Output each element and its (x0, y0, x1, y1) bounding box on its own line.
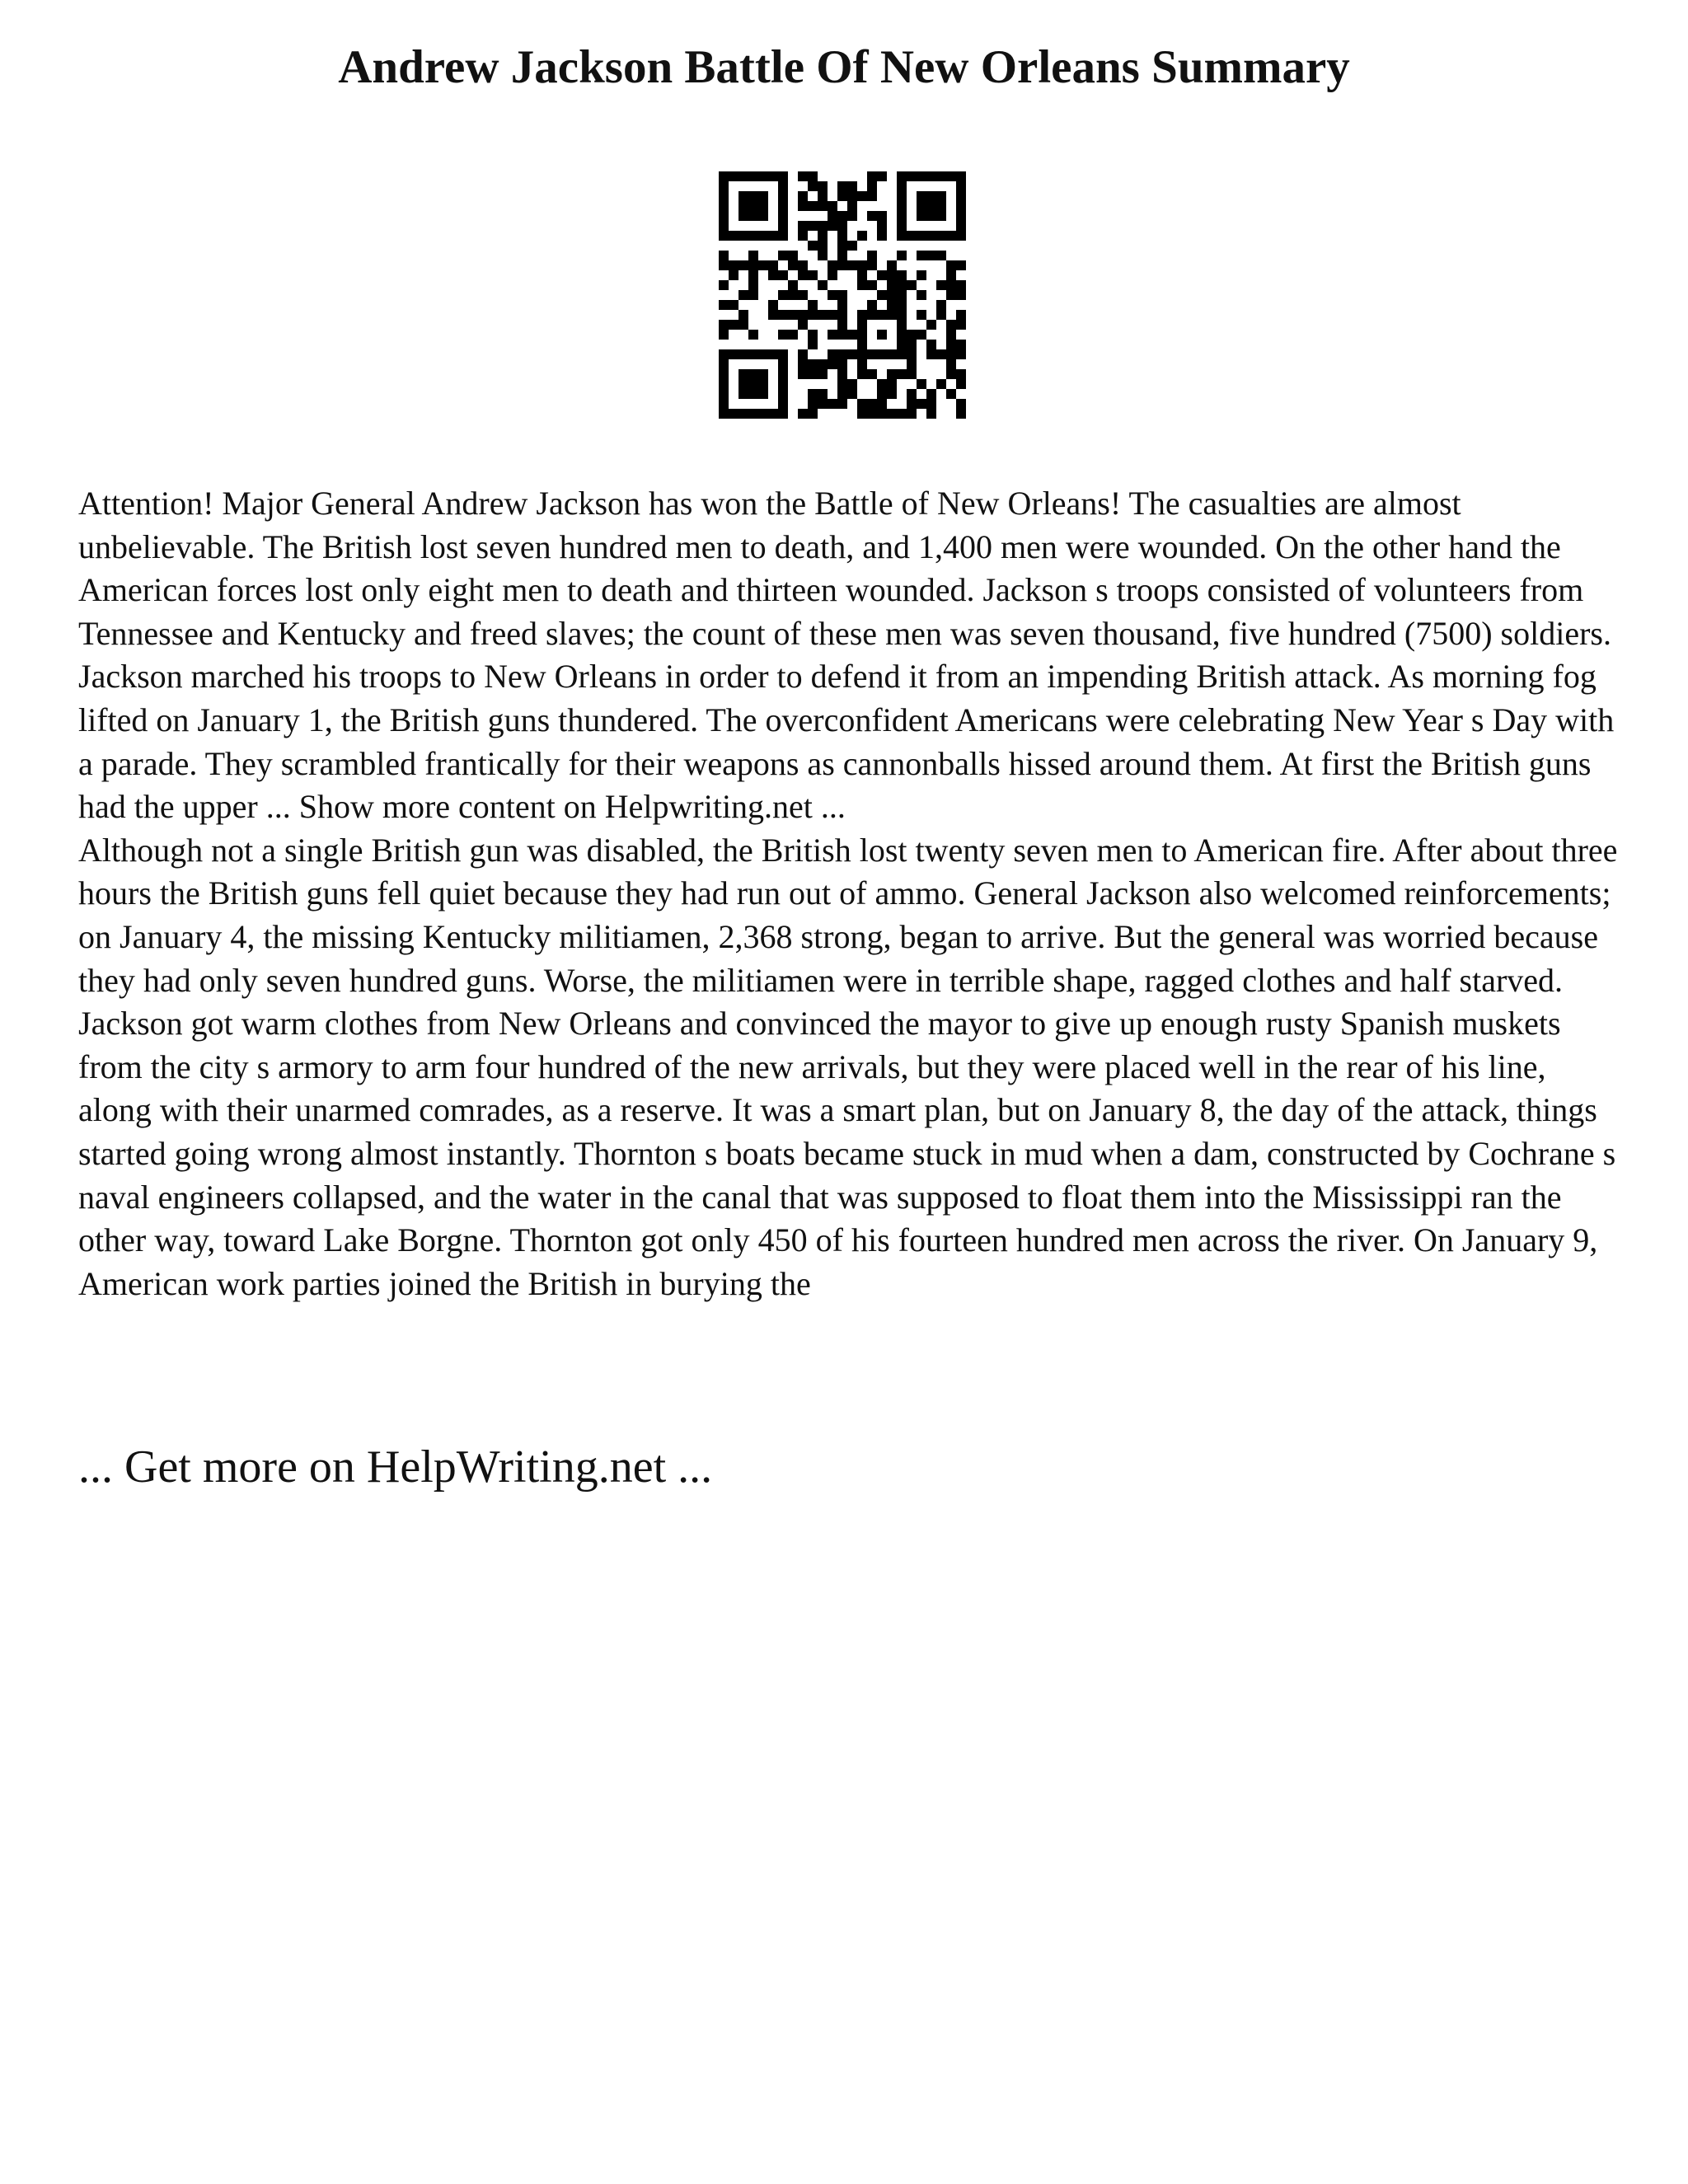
article-body (78, 482, 1620, 1305)
get-more-link[interactable]: ... Get more on HelpWriting.net ... (78, 1441, 713, 1493)
qr-code-icon (719, 171, 966, 419)
page-title: Andrew Jackson Battle Of New Orleans Summary (338, 41, 1350, 93)
paragraph-1: Attention! Major General Andrew Jackson has won the Battle of New Orleans! The casualties are almost unbelievable. The British lost seven hundred men to death, and 1,400 men were wounded. On the other hand the American forces lost only eight men to death and thirteen wounded. Jackson s troops consisted of volunteers from Tennessee and Kentucky and freed slaves; the count of these men was seven thousand, five hundred (7500) soldiers. Jackson marched his troops to New Orleans in order to defend it from an impending British attack. As morning fog lifted on January 1, the British guns thundered. The overconfident Americans were celebrating New Year s Day with a parade. They scrambled frantically for their weapons as cannonballs hissed around them. At first the British guns had the upper ... Show more content on Helpwriting.net ... (78, 485, 1615, 826)
paragraph-2: Although not a single British gun was disabled, the British lost twenty seven men to American fire. After about three hours the British guns fell quiet because they had run out of ammo. General Jackson also welcomed reinforcements; on January 4, the missing Kentucky militiamen, 2,368 strong, began to arrive. But the general was worried because they had only seven hundred guns. Worse, the militiamen were in terrible shape, ragged clothes and half starved. Jackson got warm clothes from New Orleans and convinced the mayor to give up enough rusty Spanish muskets from the city s armory to arm four hundred of the new arrivals, but they were placed well in the rear of his line, along with their unarmed comrades, as a reserve. It was a smart plan, but on January 8, the day of the attack, things started going wrong almost instantly. Thornton s boats became stuck in mud when a dam, constructed by Cochrane s naval engineers collapsed, and the water in the canal that was supposed to float them into the Mississippi ran the other way, toward Lake Borgne. Thornton got only 450 of his fourteen hundred men across the river. On January 9, American work parties joined the British in burying the (78, 831, 1618, 1302)
